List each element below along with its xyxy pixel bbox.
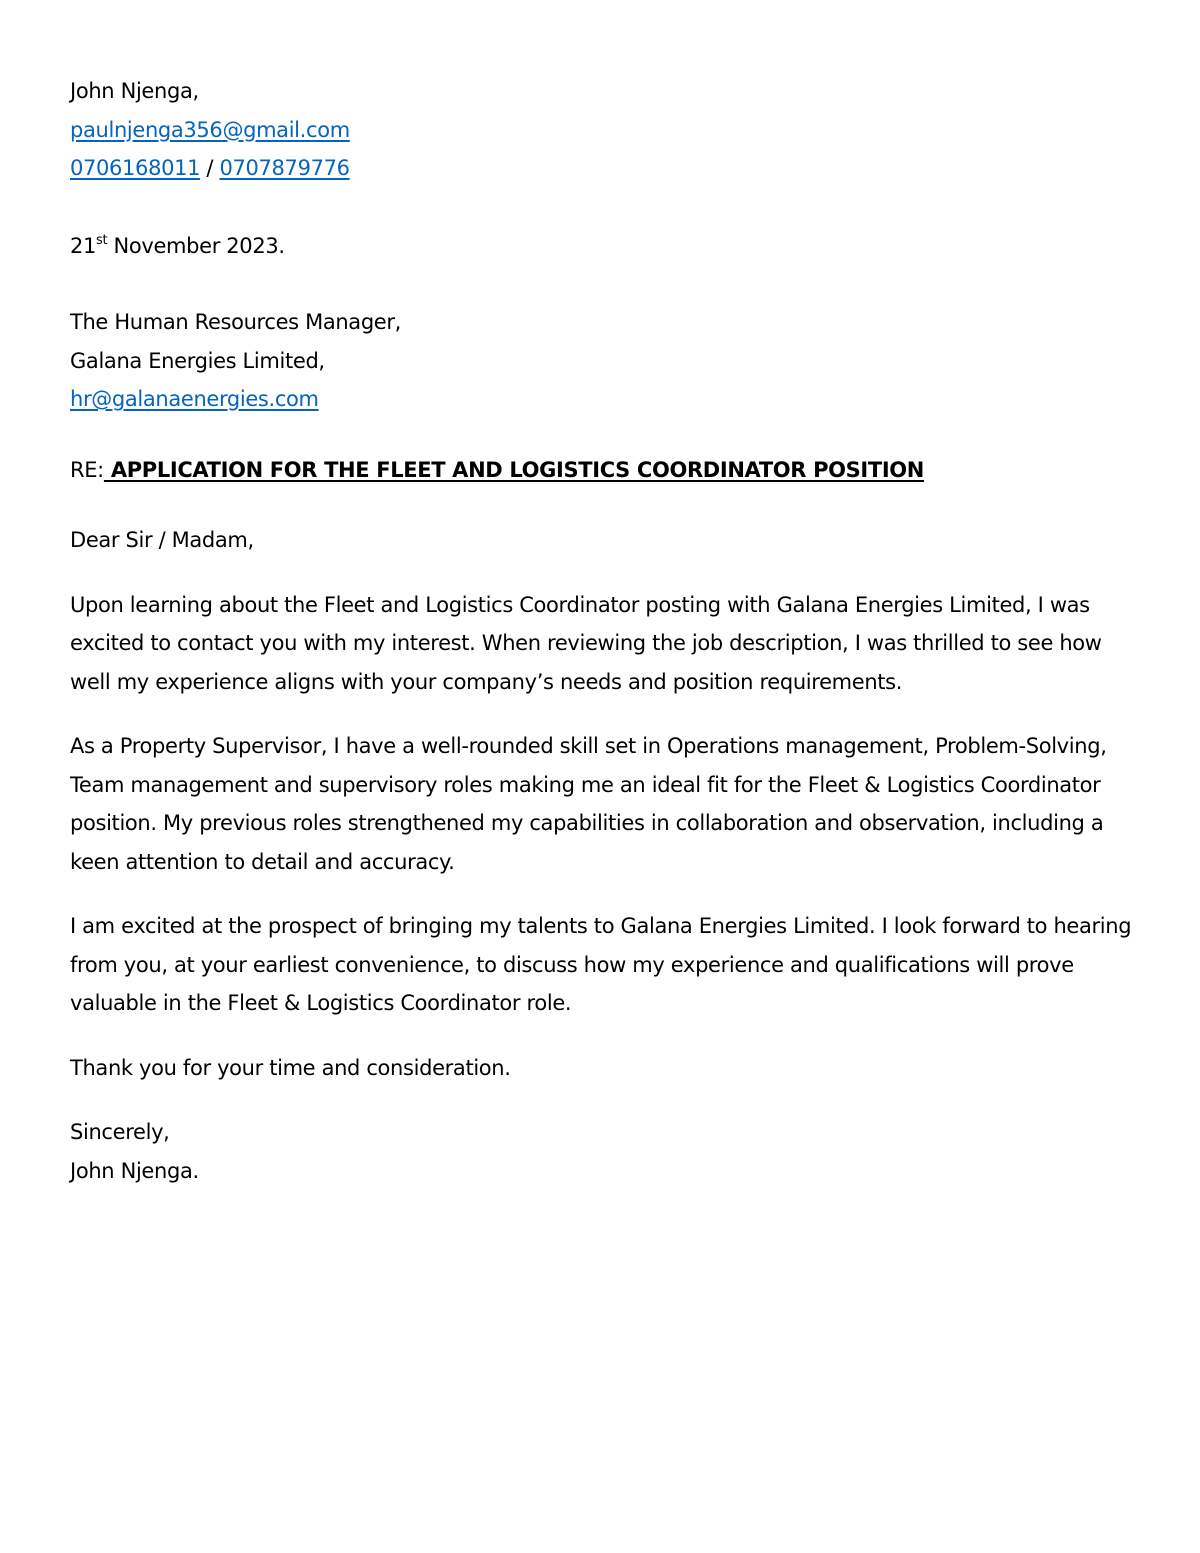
sender-email-link[interactable]: paulnjenga356@gmail.com — [70, 117, 350, 142]
sender-phone-1-link[interactable]: 0706168011 — [70, 156, 201, 180]
valediction: Sincerely, — [70, 1120, 170, 1144]
body-paragraph-1 — [70, 586, 1140, 702]
subject-line — [70, 451, 1140, 490]
sender-block — [70, 72, 1140, 188]
date-day: 21 — [70, 233, 97, 258]
date-rest: November 2023. — [107, 233, 285, 258]
phone-separator: / — [200, 156, 220, 180]
date-ordinal: st — [96, 232, 108, 248]
closing-block — [70, 1113, 1140, 1190]
recipient-company: Galana Energies Limited, — [70, 348, 325, 373]
salutation — [70, 521, 1140, 560]
letter-content — [70, 72, 1140, 1190]
recipient-email-link[interactable]: hr@galanaenergies.com — [70, 387, 319, 411]
re-subject: APPLICATION FOR THE FLEET AND LOGISTICS COORDINATOR POSITION — [103, 457, 925, 482]
sender-phone-2-link[interactable]: 0707879776 — [219, 156, 350, 180]
body-paragraph-3 — [70, 907, 1140, 1023]
recipient-block — [70, 303, 1140, 419]
sender-phones — [70, 149, 1140, 188]
paragraph-3-text: I am excited at the prospect of bringing my talents to Galana Energies Limited. I look forward to hearing from you, at your earliest convenience, to discuss how my experience and qualifications will prove valuable in the Fleet & Logistics Coordinator role. — [70, 914, 1132, 1015]
paragraph-1-text: Upon learning about the Fleet and Logistics Coordinator posting with Galana Energies Limited, I was excited to contact you with my interest. When reviewing the job description, I was thrilled to see how well my experience aligns with your company’s needs and position requirements. — [70, 592, 1102, 694]
signature-name: John Njenga. — [70, 1158, 199, 1183]
sender-name: John Njenga, — [70, 79, 199, 103]
recipient-title: The Human Resources Manager, — [70, 310, 401, 334]
body-paragraph-2 — [70, 727, 1140, 881]
letter-date — [70, 227, 1140, 266]
salutation-text: Dear Sir / Madam, — [70, 528, 254, 552]
thanks-text: Thank you for your time and consideration. — [70, 1055, 511, 1080]
paragraph-2-text: As a Property Supervisor, I have a well-rounded skill set in Operations management, Problem-Solving, Team management and supervisory roles making me an ideal fit for the Fleet & Logistics Coordinator position. My previous roles strengthened my capabilities in collaboration and observation, including a keen attention to detail and accuracy. — [70, 734, 1107, 874]
body-thanks — [70, 1049, 1140, 1088]
re-prefix: RE: — [70, 457, 104, 482]
